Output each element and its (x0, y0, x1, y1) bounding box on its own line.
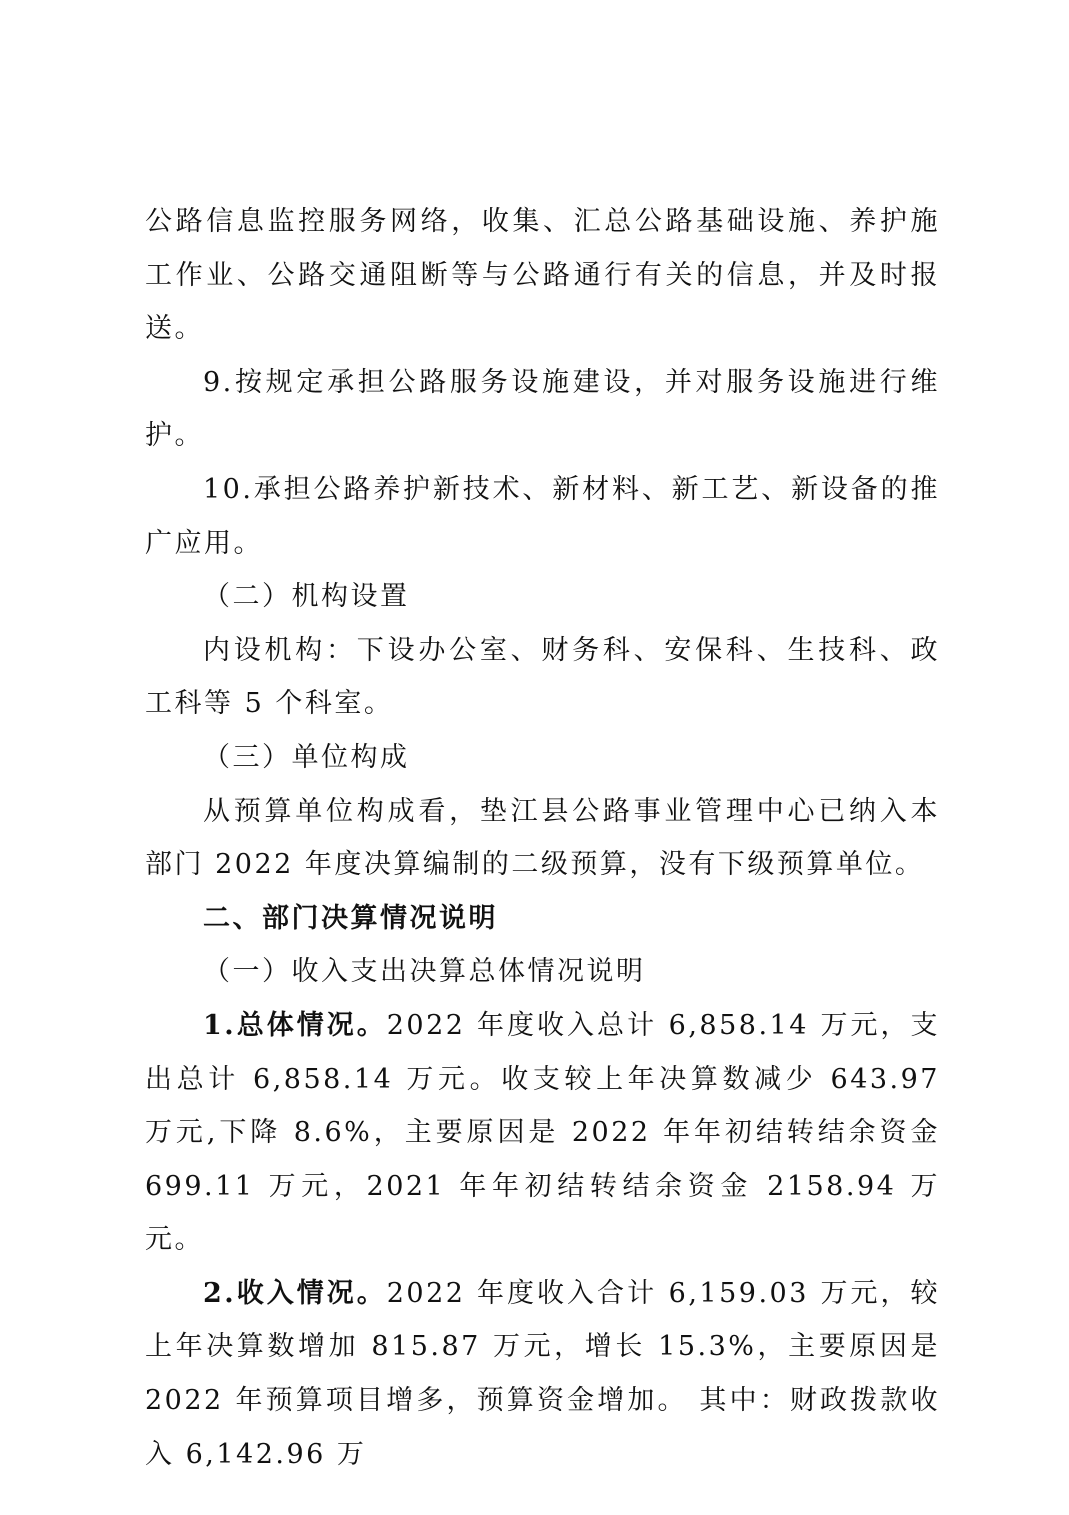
document-body (145, 195, 940, 1481)
section-heading-organization: （二）机构设置 (203, 581, 410, 613)
paragraph-income-situation (145, 1267, 940, 1481)
paragraph-overall-situation (145, 999, 940, 1267)
paragraph-internal-departments: 内设机构：下设办公室、财务科、安保科、生技科、政工科等 5 个科室。 (145, 634, 940, 720)
paragraph-item-10: 10.承担公路养护新技术、新材料、新工艺、新设备的推广应用。 (145, 473, 940, 559)
section-heading-income-expense-overview: （一）收入支出决算总体情况说明 (203, 956, 646, 988)
paragraph-lead-income: 2.收入情况。 (203, 1277, 387, 1309)
paragraph-lead-overall: 1.总体情况。 (203, 1009, 387, 1041)
paragraph-unit-composition: 从预算单位构成看，垫江县公路事业管理中心已纳入本部门 2022 年度决算编制的二级预算，没有下级预算单位。 (145, 795, 940, 881)
paragraph-item-9: 9.按规定承担公路服务设施建设，并对服务设施进行维护。 (145, 366, 940, 452)
section-heading-unit-composition: （三）单位构成 (203, 741, 410, 773)
paragraph-body-income: 2022 年度收入合计 6,159.03 万元，较上年决算数增加 815.87 万元，增长 15.3%，主要原因是 2022 年预算项目增多，预算资金增加。 其中：财政拨款收入 6,142.96 万 (145, 1277, 941, 1470)
paragraph-network-info: 公路信息监控服务网络，收集、汇总公路基础设施、养护施工作业、公路交通阻断等与公路通行有关的信息，并及时报送。 (145, 206, 940, 345)
section-heading-final-accounts: 二、部门决算情况说明 (203, 902, 498, 934)
paragraph-body-overall: 2022 年度收入总计 6,858.14 万元，支出总计 6,858.14 万元。收支较上年决算数减少 643.97 万元,下降 8.6%，主要原因是 2022 年年初结转结余资金 699.11 万元，2021 年年初结转结余资金 2158.94 万元。 (145, 1009, 941, 1256)
